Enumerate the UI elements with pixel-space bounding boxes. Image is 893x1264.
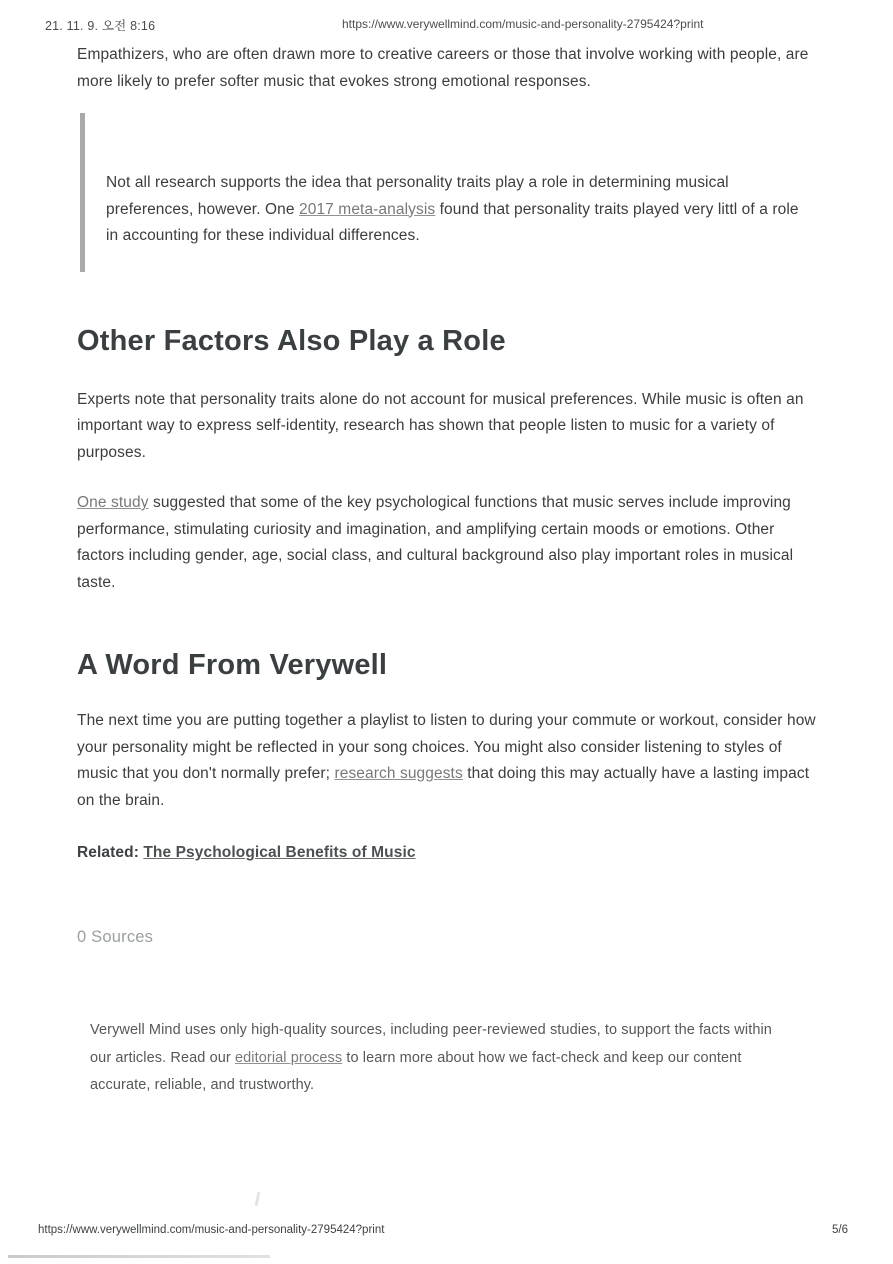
text-segment: that doing this may actually have a lasting impact on the brain. [77,765,810,809]
paragraph-experts [77,387,821,467]
sources-count[interactable]: 0 Sources [77,928,154,946]
text-segment: suggested that some of the key psychological functions that music serves include improving performance, stimulating curiosity and imagination, and amplifying certain moods or emotions. Other factors including gender, age, social class, and cultural background also play important roles in musical taste. [77,494,794,591]
heading-word-from-verywell: A Word From Verywell [77,649,388,681]
blockquote [80,113,821,272]
inline-link[interactable]: One study [77,494,149,511]
inline-link[interactable]: editorial process [234,1049,343,1066]
print-header-url: https://www.verywellmind.com/music-and-personality-2795424?print [342,17,704,31]
blockquote-paragraph [106,170,813,250]
print-header-datetime: 21. 11. 9. 오전 8:16 [45,19,156,33]
paragraph-one-study [77,490,821,596]
paragraph-next-time [77,708,821,814]
text-segment: Experts note that personality traits alone do not account for musical preferences. While music is often an important way to express self-identity, research has shown that people listen to music for a variety of purposes. [77,390,804,461]
article-content [77,42,821,1100]
scan-artifact-smudge [255,1192,261,1206]
text-segment: Verywell Mind uses only high-quality sources, including peer-reviewed studies, to support the facts within our articles. Read our [90,1022,772,1066]
intro-paragraph [77,42,821,95]
disclaimer-paragraph [90,1017,792,1100]
text-segment: Not all research supports the idea that personality traits play a role in determining musical preferences, however. One [106,174,729,218]
text-segment: to learn more about how we fact-check and keep our content accurate, reliable, and trustworthy. [90,1049,742,1093]
inline-link[interactable]: The Psychological Benefits of Music [143,844,416,861]
text-segment: Related: [77,844,144,861]
text-segment: found that personality traits played very littl of a role in accounting for these individual differences. [106,200,799,244]
inline-link[interactable]: research suggests [334,765,463,782]
text-segment: Empathizers, who are often drawn more to creative careers or those that involve working with people, are more likely to prefer softer music that evokes strong emotional responses. [77,46,809,90]
inline-link[interactable]: 2017 meta-analysis [299,200,436,218]
related-line [77,840,821,866]
print-footer-page-number: 5/6 [832,1224,848,1236]
heading-other-factors: Other Factors Also Play a Role [77,324,506,357]
text-segment: The next time you are putting together a playlist to listen to during your commute or workout, consider how your personality might be reflected in your song choices. You might also consider listening to styles of music that you don't normally prefer; [77,712,816,782]
print-footer-url: https://www.verywellmind.com/music-and-personality-2795424?print [38,1224,385,1236]
scan-artifact-bar [8,1255,270,1258]
